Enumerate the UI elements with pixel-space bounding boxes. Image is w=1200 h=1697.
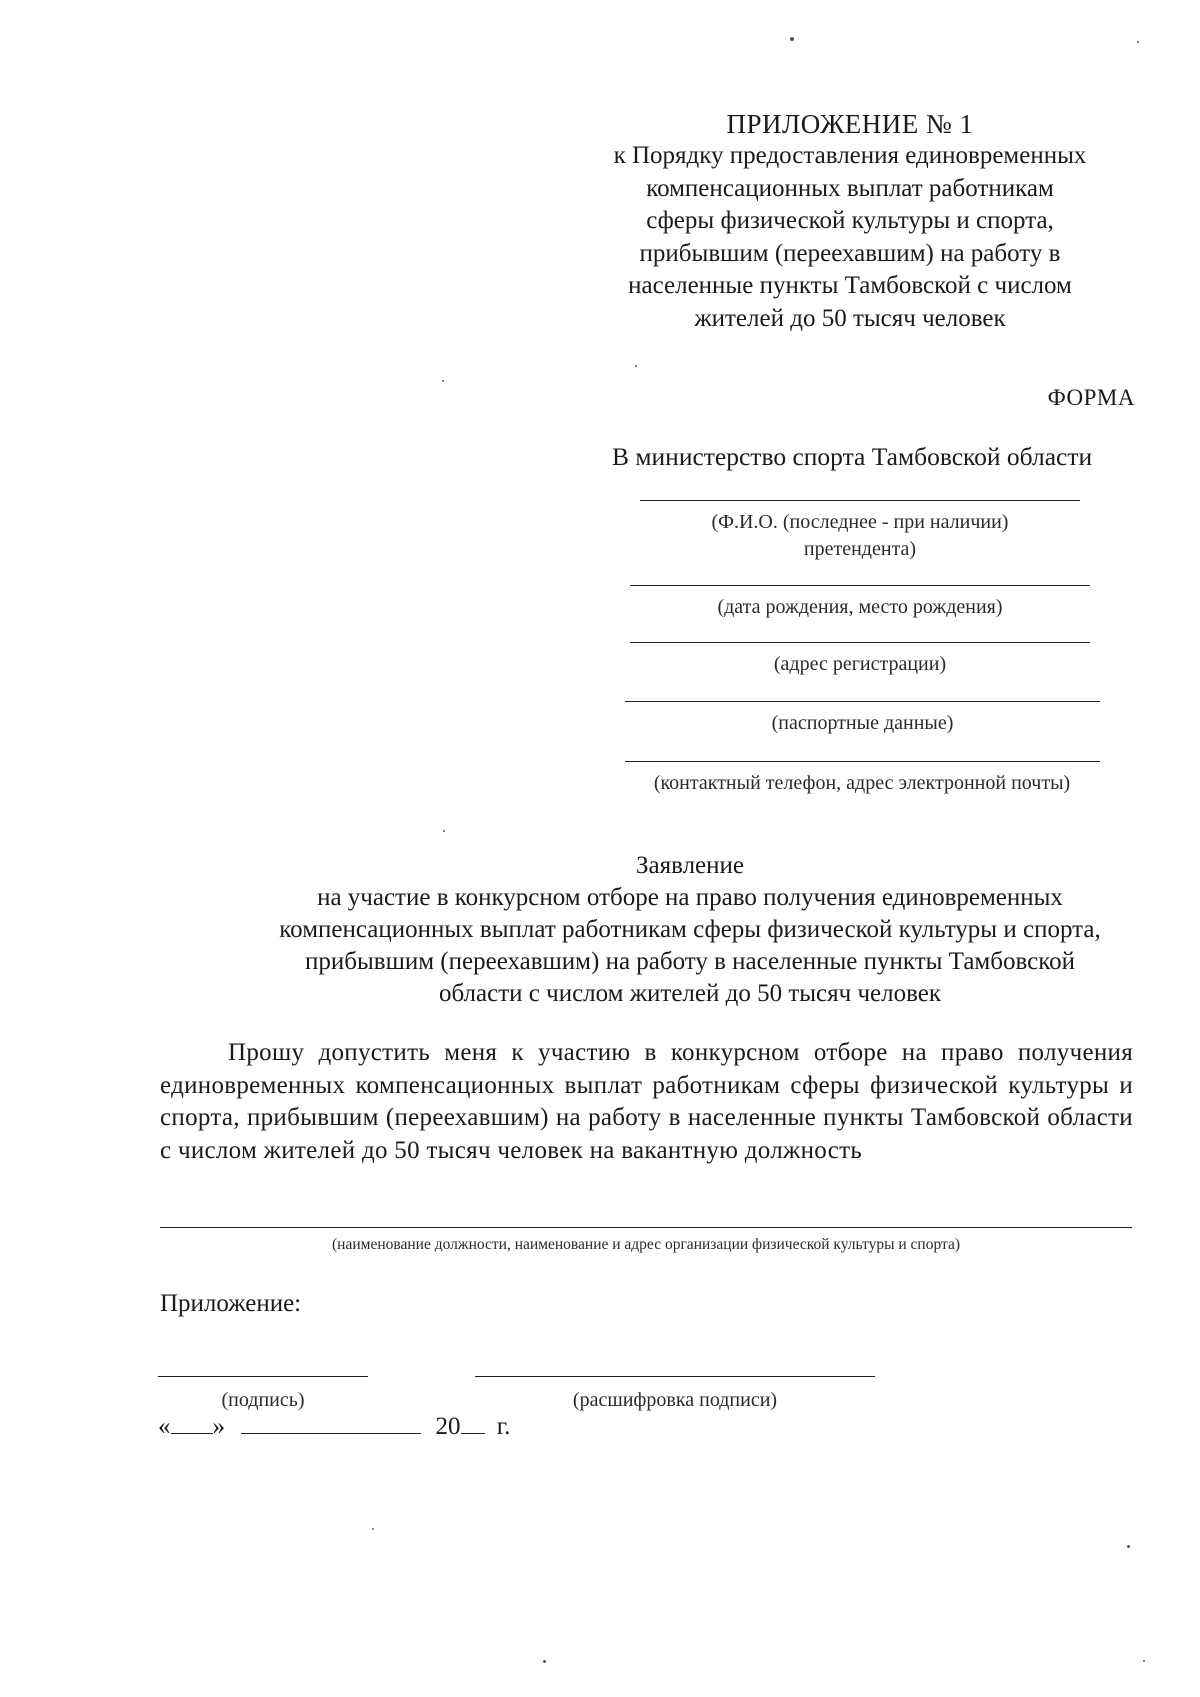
contact-field: [625, 761, 1100, 797]
appendix-line: компенсационных выплат работникам: [646, 174, 1054, 202]
fill-line: [625, 701, 1100, 702]
day-blank: [171, 1413, 213, 1434]
fill-line: [475, 1376, 875, 1377]
passport-field: [625, 701, 1100, 737]
signature-caption: (подпись): [221, 1389, 305, 1411]
date-line: [158, 1413, 510, 1441]
birth-info-field: [630, 585, 1090, 621]
statement-block: [140, 850, 1200, 1010]
decode-caption: (расшифровка подписи): [572, 1389, 778, 1411]
registration-address-field: [630, 642, 1090, 678]
position-caption: (наименование должности, наименование и адрес организации физической культуры и спорта): [332, 1236, 960, 1253]
fill-line: [160, 1227, 1132, 1228]
appendix-line: жителей до 50 тысяч человек: [694, 304, 1006, 332]
signature-decode-field: [475, 1376, 875, 1412]
field-caption: (Ф.И.О. (последнее - при наличии) претендента): [711, 511, 1009, 560]
scan-speck: [790, 37, 794, 41]
addressee: В министерство спорта Тамбовской области: [612, 442, 1093, 471]
position-field: [160, 1227, 1132, 1254]
statement-line: прибывшим (переехавшим) на работу в населенные пункты Тамбовской: [305, 948, 1075, 975]
attachment-label: Приложение:: [160, 1290, 302, 1317]
scan-speck: [442, 380, 444, 382]
field-caption: (дата рождения, место рождения): [717, 596, 1003, 618]
scan-speck: [443, 830, 445, 832]
applicant-name-field: [640, 500, 1080, 563]
field-caption: (адрес регистрации): [773, 653, 947, 675]
fill-line: [158, 1376, 368, 1377]
appendix-line: прибывшим (переехавшим) на работу в: [639, 239, 1061, 267]
close-quote: »: [212, 1413, 225, 1440]
statement-heading: Заявление: [635, 852, 745, 879]
scan-speck: [1127, 1545, 1130, 1548]
fill-line: [625, 761, 1100, 762]
request-paragraph: Прошу допустить меня к участию в конкурсном отборе на право получения единовременных компенсационных выплат работникам сферы физической культуры и спорта, прибывшим (переехавшим) на работу в населенные пункты Тамбовской области с числом жителей до 50 тысяч человек на вакантную должность: [160, 1039, 1133, 1164]
field-caption: (паспортные данные): [771, 712, 954, 734]
scan-speck: [543, 1660, 546, 1663]
appendix-line: населенные пункты Тамбовской с числом: [628, 272, 1072, 299]
open-quote: «: [158, 1413, 171, 1440]
form-label: ФОРМА: [1047, 385, 1135, 410]
appendix-title: ПРИЛОЖЕНИЕ № 1: [726, 109, 974, 139]
statement-line: на участие в конкурсном отборе на право получения единовременных: [317, 884, 1063, 911]
signature-field: [158, 1376, 368, 1412]
scan-speck: [1143, 1660, 1145, 1662]
statement-line: области с числом жителей до 50 тысяч человек: [438, 980, 942, 1007]
year-prefix: 20: [435, 1413, 461, 1440]
fill-line: [640, 500, 1080, 501]
scan-speck: [1137, 41, 1139, 43]
scan-speck: [635, 365, 637, 367]
scan-speck: [372, 1528, 374, 1530]
statement-line: компенсационных выплат работникам сферы физической культуры и спорта,: [279, 916, 1101, 943]
appendix-header: [560, 108, 1140, 335]
appendix-line: к Порядку предоставления единовременных: [613, 142, 1087, 169]
appendix-line: сферы физической культуры и спорта,: [646, 207, 1054, 234]
year-suffix: г.: [496, 1413, 511, 1440]
year-blank: [461, 1413, 485, 1434]
fill-line: [630, 642, 1090, 643]
month-blank: [241, 1413, 421, 1434]
field-caption: (контактный телефон, адрес электронной почты): [653, 772, 1071, 794]
fill-line: [630, 585, 1090, 586]
